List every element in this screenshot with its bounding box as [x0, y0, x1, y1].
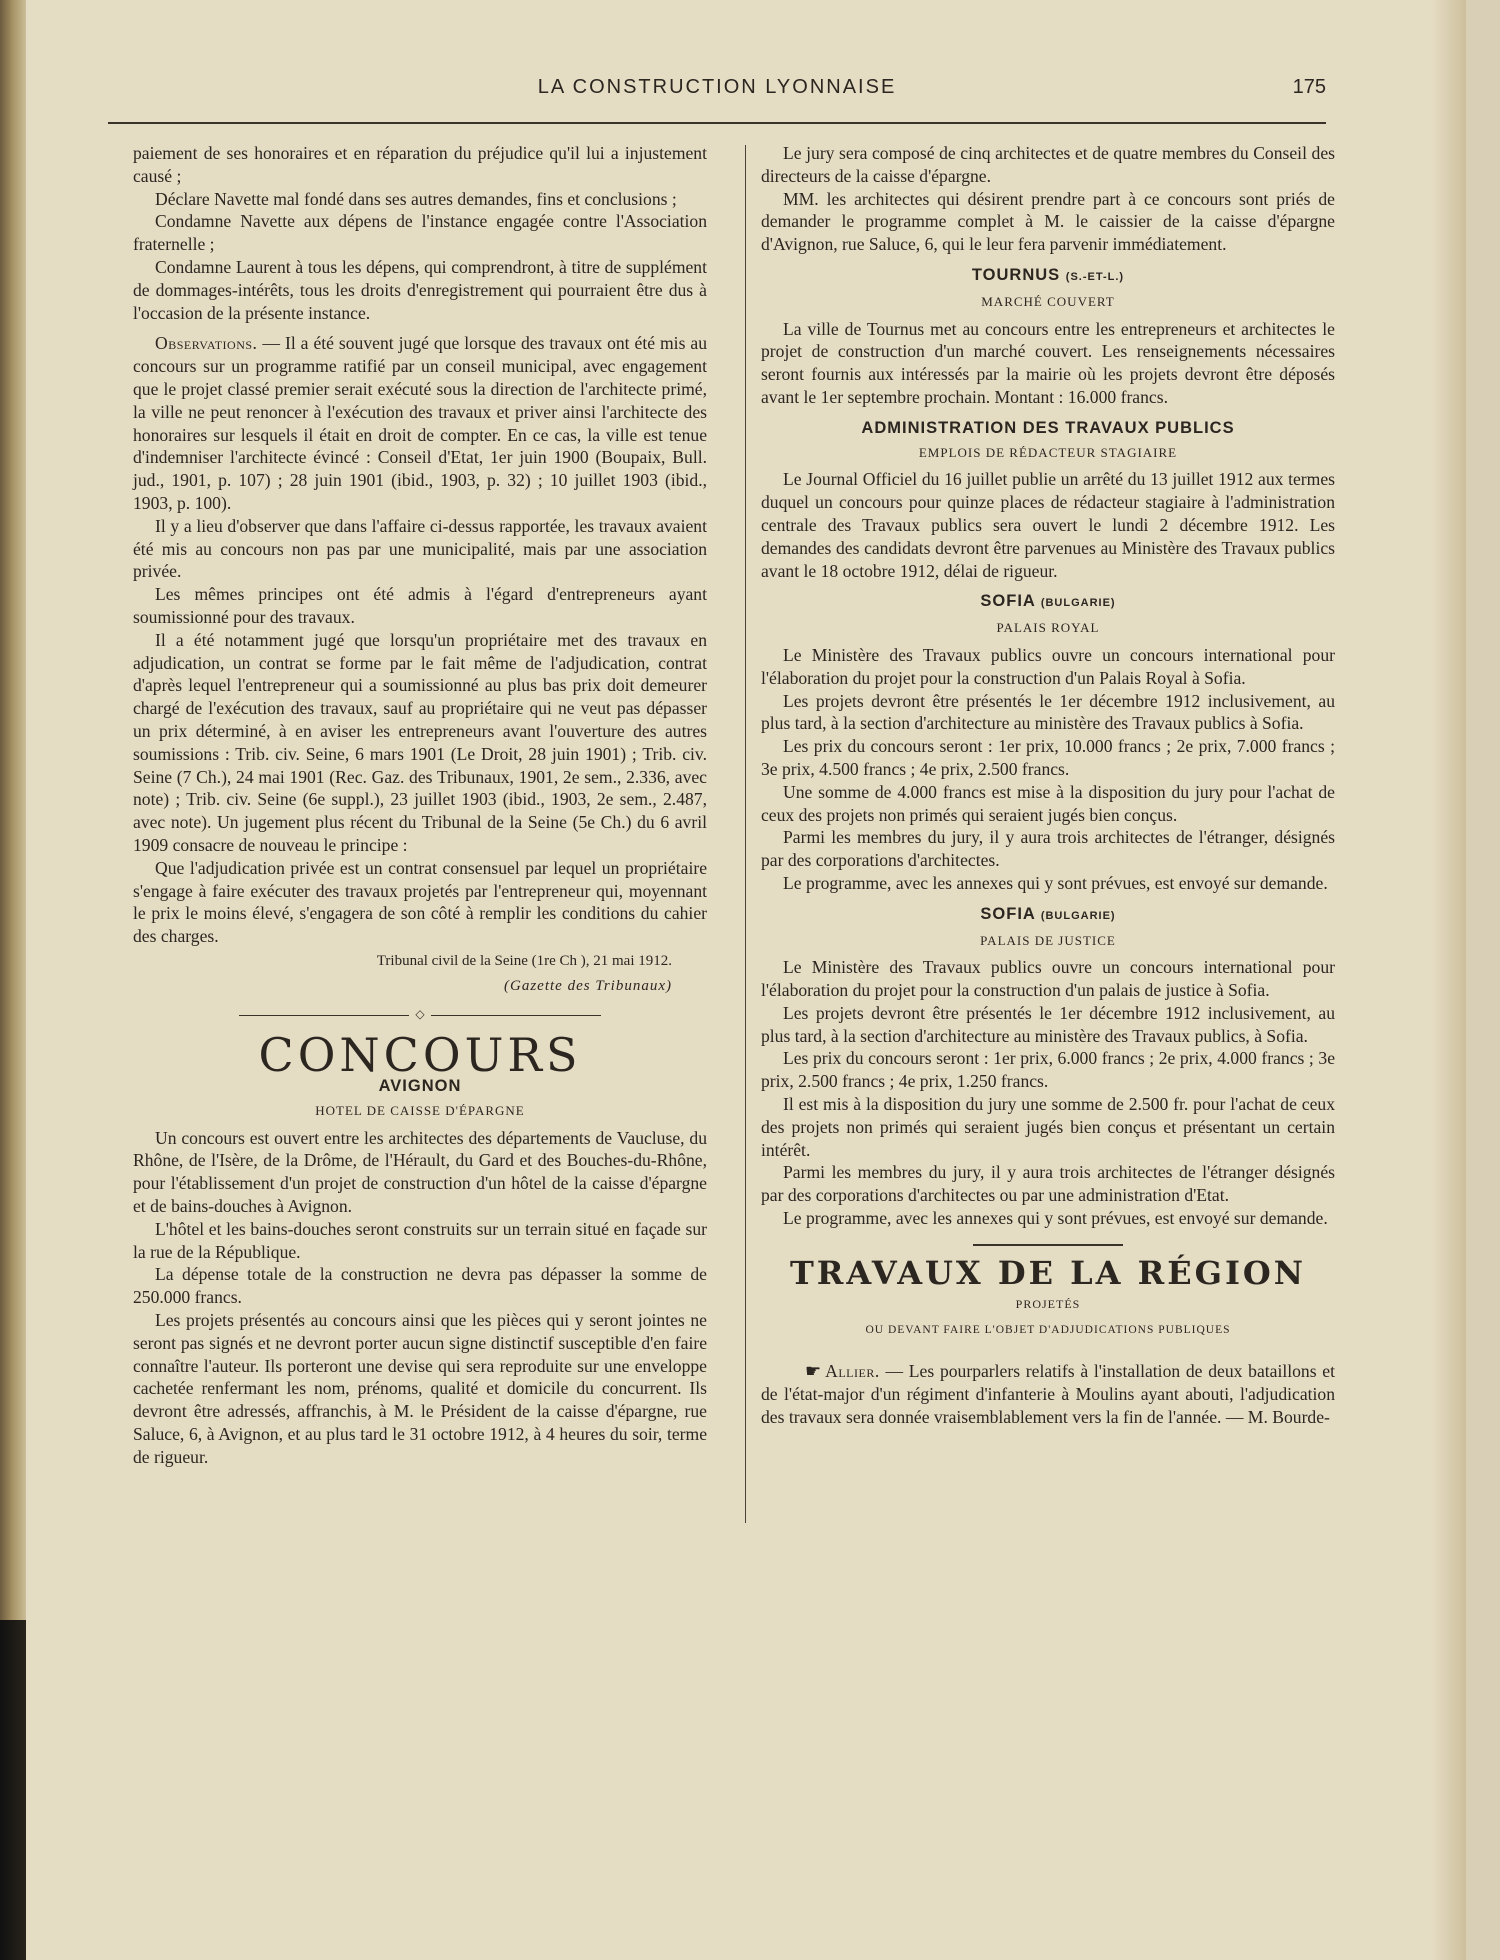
paragraph: L'hôtel et les bains-douches seront construits sur un terrain situé en façade sur la rue de la République. — [133, 1218, 707, 1262]
column-divider — [745, 145, 746, 1523]
paragraph: Déclare Navette mal fondé dans ses autres demandes, fins et conclusions ; — [155, 188, 677, 209]
citation-source: (Gazette des Tribunaux) — [504, 977, 672, 994]
observations-text: — Il a été souvent jugé que lorsque des travaux ont été mis au concours sur un programme ratifié par un conseil municipal, avec engagement que le projet classé premier serait exécuté sous la direction de l'architecte primé, la ville ne peut renoncer à l'exécution des travaux et priver ainsi l'architecte des honoraires sur lesquels il était en droit de compter. En ce cas, la ville est tenue d'indemniser l'architecte évincé : Conseil d'Etat, 1er juin 1900 (Boupaix, Bull. jud., 1901, p. 107) ; 28 juin 1901 (ibid., 1903, p. 32) ; 10 juillet 1903 (ibid., 1903, p. 100). — [133, 333, 707, 513]
heading-administration: ADMINISTRATION DES TRAVAUX PUBLICS — [861, 418, 1235, 437]
heading-note: (S.-ET-L.) — [1065, 270, 1125, 283]
paragraph: Les prix du concours seront : 1er prix, 10.000 francs ; 2e prix, 7.000 francs ; 3e prix, 4.500 francs ; 4e prix, 2.500 francs. — [761, 736, 1335, 779]
paragraph: Parmi les membres du jury, il y aura trois architectes de l'étranger désignés par des corporations d'architectes ou par une administration d'Etat. — [761, 1162, 1335, 1206]
paragraph: Le Ministère des Travaux publics ouvre un concours international pour l'élaboration du projet pour la construction d'un palais de justice à Sofia. — [761, 957, 1335, 1001]
paragraph: Un concours est ouvert entre les architectes des départements de Vaucluse, du Rhône, de l'Isère, de la Drôme, de l'Hérault, du Gard et des Bouches-du-Rhône, pour l'établissement d'un projet de construction d'un hôtel de la caisse d'épargne et de bains-douches à Avignon. — [133, 1127, 707, 1217]
paragraph: paiement de ses honoraires et en réparation du préjudice qu'il lui a injustement causé ; — [133, 143, 707, 186]
section-title-concours: CONCOURS — [258, 1028, 582, 1083]
citation-court: Tribunal civil de la Seine (1re Ch ), 21 mai 1912. — [376, 952, 672, 969]
heading-note: (BULGARIE) — [1040, 909, 1116, 922]
section-title-travaux: TRAVAUX DE LA RÉGION — [789, 1253, 1307, 1292]
paragraph: Le jury sera composé de cinq architectes et de quatre membres du Conseil des directeurs de la caisse d'épargne. — [761, 143, 1335, 186]
paragraph: Que l'adjudication privée est un contrat consensuel par lequel un propriétaire s'engage à faire exécuter des travaux projetés par l'entrepreneur qui, moyennant le prix le moins élevé, s'engagera de son côté à remplir les conditions du cahier des charges. — [133, 857, 707, 947]
left-column — [133, 142, 707, 1469]
heading-avignon: AVIGNON — [378, 1077, 462, 1096]
subheading-marche: MARCHÉ COUVERT — [981, 293, 1115, 309]
heading-note: (BULGARIE) — [1040, 597, 1116, 610]
section-rule — [973, 1244, 1123, 1246]
subheading-avignon: HOTEL DE CAISSE D'ÉPARGNE — [315, 1102, 525, 1118]
subheading-palais-royal: PALAIS ROYAL — [996, 620, 1100, 636]
paragraph: Le programme, avec les annexes qui y sont prévues, est envoyé sur demande. — [783, 1208, 1328, 1229]
subheading-adjudications: OU DEVANT FAIRE L'OBJET D'ADJUDICATIONS PUBLIQUES — [865, 1324, 1231, 1337]
paragraph: Les prix du concours seront : 1er prix, 6.000 francs ; 2e prix, 4.000 francs ; 3e prix, 2.500 francs ; 4e prix, 1.250 francs. — [761, 1048, 1335, 1092]
paragraph: Condamne Navette aux dépens de l'instance engagée contre l'Association fraternelle ; — [133, 211, 707, 255]
paragraph: Une somme de 4.000 francs est mise à la disposition du jury pour l'achat de ceux des projets non primés qui seraient jugés bien conçus. — [761, 781, 1335, 825]
paragraph: Condamne Laurent à tous les dépens, qui comprendront, à titre de supplément de dommages-intérêts, tous les droits d'enregistrement qui pourraient être dus à l'occasion de la présente instance. — [133, 256, 707, 323]
heading-sofia-royal: SOFIA (BULGARIE) — [980, 592, 1116, 611]
page-edge — [1432, 0, 1466, 1960]
subheading-projetes: PROJETÉS — [1015, 1296, 1081, 1311]
paragraph: Il y a lieu d'observer que dans l'affaire ci-dessus rapportée, les travaux avaient été mis au concours non pas par une municipalité, mais par une association privée. — [133, 515, 707, 582]
paragraph: Le programme, avec les annexes qui y sont prévues, est envoyé sur demande. — [783, 872, 1328, 893]
paragraph: La ville de Tournus met au concours entre les entrepreneurs et architectes le projet de construction d'un marché couvert. Les renseignements nécessaires seront fournis aux intéressés par la mairie où les projets devront être déposés avant le 1er septembre prochain. Montant : 16.000 francs. — [761, 318, 1335, 407]
journal-title: LA CONSTRUCTION LYONNAISE — [537, 76, 897, 98]
subheading-emplois: EMPLOIS DE RÉDACTEUR STAGIAIRE — [918, 444, 1178, 460]
allier-text: — Les pourparlers relatifs à l'installation de deux bataillons et de l'état-major d'un régiment d'infanterie à Moulins ayant abouti, l'adjudication des travaux sera donnée vraisemblablement vers la fin de l'année. — M. Bourde- — [761, 1361, 1335, 1427]
right-column — [761, 142, 1335, 1429]
paragraph: Parmi les membres du jury, il y aura trois architectes de l'étranger, désignés par des corporations d'architectes. — [761, 827, 1335, 871]
observations-paragraph — [133, 332, 707, 514]
page-number: 175 — [1292, 76, 1326, 98]
paragraph: Il a été notamment jugé que lorsqu'un propriétaire met des travaux en adjudication, un contrat se forme par le fait même de l'adjudication, contrat d'après lequel l'entrepreneur qui a soumissionné au plus bas prix doit demeurer chargé de l'exécution des travaux, sauf au propriétaire qui ne veut pas dépasser un prix déterminé, à en aviser les entrepreneurs avant l'ouverture des autres soumissions : Trib. civ. Seine, 6 mars 1901 (Le Droit, 28 juin 1901) ; Trib. civ. Seine (7 Ch.), 24 mai 1901 (Rec. Gaz. des Tribunaux, 1901, 2e sem., 2.336, avec note) ; Trib. civ. Seine (6e suppl.), 23 juillet 1903 (ibid., 1903, 2e sem., 2.487, avec note). Un jugement plus récent du Tribunal de la Seine (5e Ch.) du 6 avril 1909 consacre de nouveau le principe : — [133, 629, 707, 855]
heading-sofia-justice: SOFIA (BULGARIE) — [980, 904, 1116, 923]
paragraph: La dépense totale de la construction ne devra pas dépasser la somme de 250.000 francs. — [133, 1264, 707, 1308]
running-header — [108, 76, 1326, 124]
pointing-hand-icon: ☛ — [805, 1361, 822, 1382]
ornament-divider: ◇ — [133, 1003, 707, 1026]
paragraph: Le Journal Officiel du 16 juillet publie un arrêté du 13 juillet 1912 aux termes duquel un concours pour quinze places de rédacteur stagiaire à l'administration centrale des Travaux publics sera ouvert le lundi 2 décembre 1912. Les demandes des candidats devront être parvenues au Ministère des Travaux publics avant le 18 octobre 1912, délai de rigueur. — [761, 469, 1335, 581]
observations-label: Observations. — [155, 333, 258, 354]
subheading-palais-justice: PALAIS DE JUSTICE — [980, 932, 1116, 948]
paragraph: Les projets devront être présentés le 1er décembre 1912 inclusivement, au plus tard, à la section d'architecture au ministère des Travaux publics à Sofia. — [761, 690, 1335, 734]
allier-paragraph — [761, 1360, 1335, 1428]
paragraph: Les projets devront être présentés le 1er décembre 1912 inclusivement, au plus tard, à la section d'architecture au ministère des Travaux publics, à Sofia. — [761, 1002, 1335, 1046]
paragraph: Les mêmes principes ont été admis à l'égard d'entrepreneurs ayant soumissionné pour des travaux. — [133, 584, 707, 627]
allier-label: Allier. — [825, 1361, 880, 1382]
paragraph: MM. les architectes qui désirent prendre part à ce concours sont priés de demander le programme complet à M. le caissier de la caisse d'épargne d'Avignon, rue Saluce, 6, qui le leur fera parvenir immédiatement. — [761, 188, 1335, 255]
paragraph: Il est mis à la disposition du jury une somme de 2.500 fr. pour l'achat de ceux des projets non primés qui seraient jugés bien conçus et présentant un certain intérêt. — [761, 1094, 1335, 1160]
paragraph: Les projets présentés au concours ainsi que les pièces qui y seront jointes ne seront pas signés et ne devront porter aucun signe distinctif susceptible d'en faire connaître l'auteur. Ils porteront une devise qui sera reproduite sur une enveloppe cachetée renfermant les nom, prénoms, qualité et domicile du concurrent. Ils devront être adressés, affranchis, à M. le Président de la caisse d'épargne, rue Saluce, 6, à Avignon, et au plus tard le 31 octobre 1912, à 4 heures du soir, terme de rigueur. — [133, 1310, 707, 1467]
paragraph: Le Ministère des Travaux publics ouvre un concours international pour l'élaboration du projet pour la construction d'un Palais Royal à Sofia. — [761, 644, 1335, 688]
heading-tournus: TOURNUS (S.-ET-L.) — [971, 265, 1125, 284]
